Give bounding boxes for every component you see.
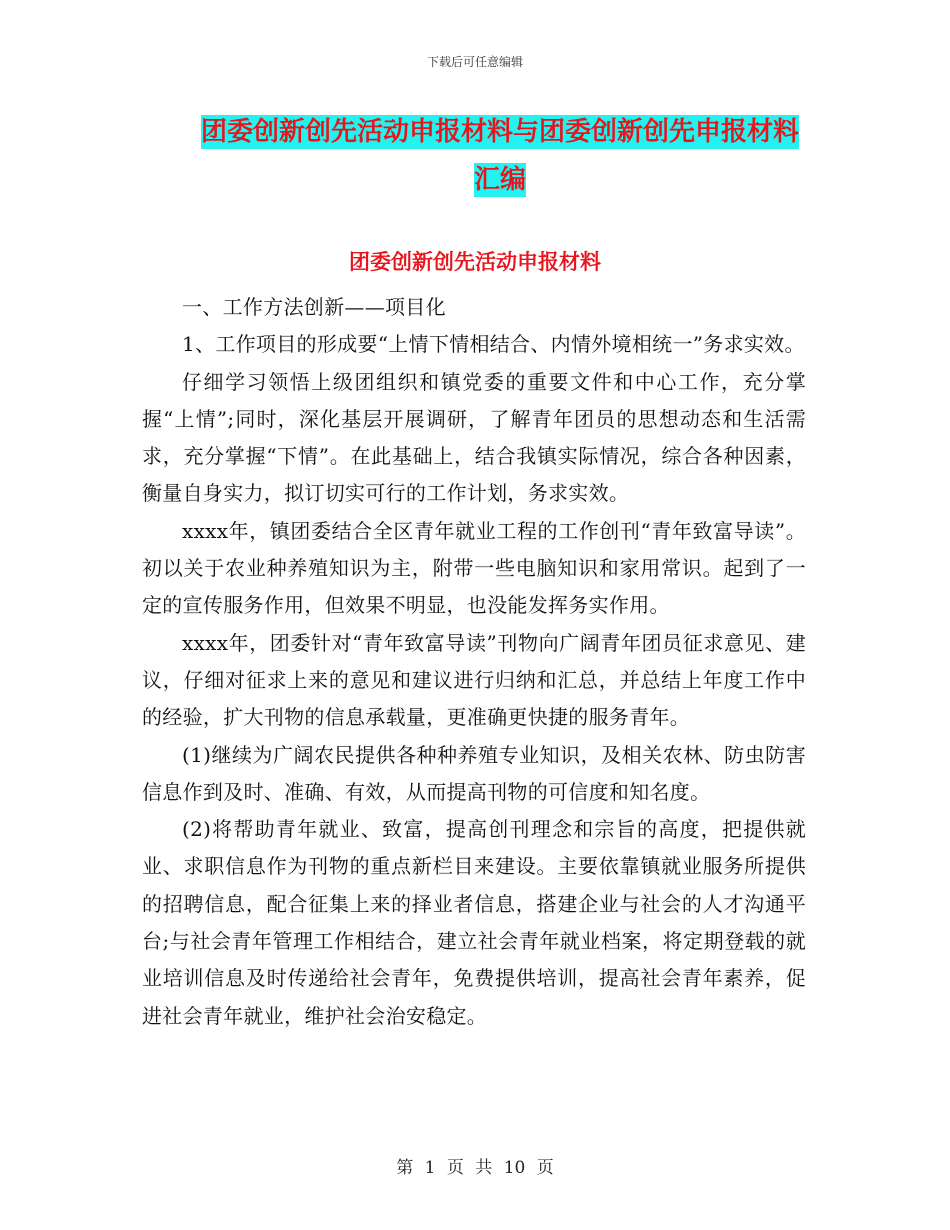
document-title	[140, 108, 860, 204]
document-title-line1: 团委创新创先活动申报材料与团委创新创先申报材料	[200, 117, 799, 147]
paragraph: (1)继续为广阔农民提供各种种养殖专业知识，及相关农林、防虫防害信息作到及时、准确、有效，从而提高刊物的可信度和知名度。	[142, 742, 806, 804]
page-header-note: 下载后可任意编辑	[426, 55, 523, 69]
section-heading: 一、工作方法创新——项目化	[182, 295, 446, 319]
paragraph: (2)将帮助青年就业、致富，提高创刊理念和宗旨的高度，把提供就业、求职信息作为刊物的重点新栏目来建设。主要依靠镇就业服务所提供的招聘信息，配合征集上来的择业者信息，搭建企业与社会的人才沟通平台;与社会青年管理工作相结合，建立社会青年就业档案，将定期登载的就业培训信息及时传递给社会青年，免费提供培训，提高社会青年素养，促进社会青年就业，维护社会治安稳定。	[142, 817, 806, 1028]
document-title-line2: 汇编	[473, 165, 526, 195]
paragraph: xxxx年，镇团委结合全区青年就业工程的工作创刊“青年致富导读”。初以关于农业种养殖知识为主，附带一些电脑知识和家用常识。起到了一定的宣传服务作用，但效果不明显，也没能发挥务实作用。	[142, 518, 806, 618]
page-number-footer: 第 1 页 共 10 页	[396, 1158, 554, 1178]
paragraph: xxxx年，团委针对“青年致富导读”刊物向广阔青年团员征求意见、建议，仔细对征求上来的意见和建议进行归纳和汇总，并总结上年度工作中的经验，扩大刊物的信息承载量，更准确更快捷的服务青年。	[142, 630, 806, 730]
section-subtitle: 团委创新创先活动申报材料	[349, 250, 601, 274]
paragraph: 1、工作项目的形成要“上情下情相结合、内情外境相统一”务求实效。	[182, 332, 805, 357]
document-body	[142, 289, 806, 1035]
paragraph: 仔细学习领悟上级团组织和镇党委的重要文件和中心工作，充分掌握“上情”;同时，深化基层开展调研，了解青年团员的思想动态和生活需求，充分掌握“下情”。在此基础上，结合我镇实际情况，综合各种因素，衡量自身实力，拟订切实可行的工作计划，务求实效。	[142, 369, 806, 506]
